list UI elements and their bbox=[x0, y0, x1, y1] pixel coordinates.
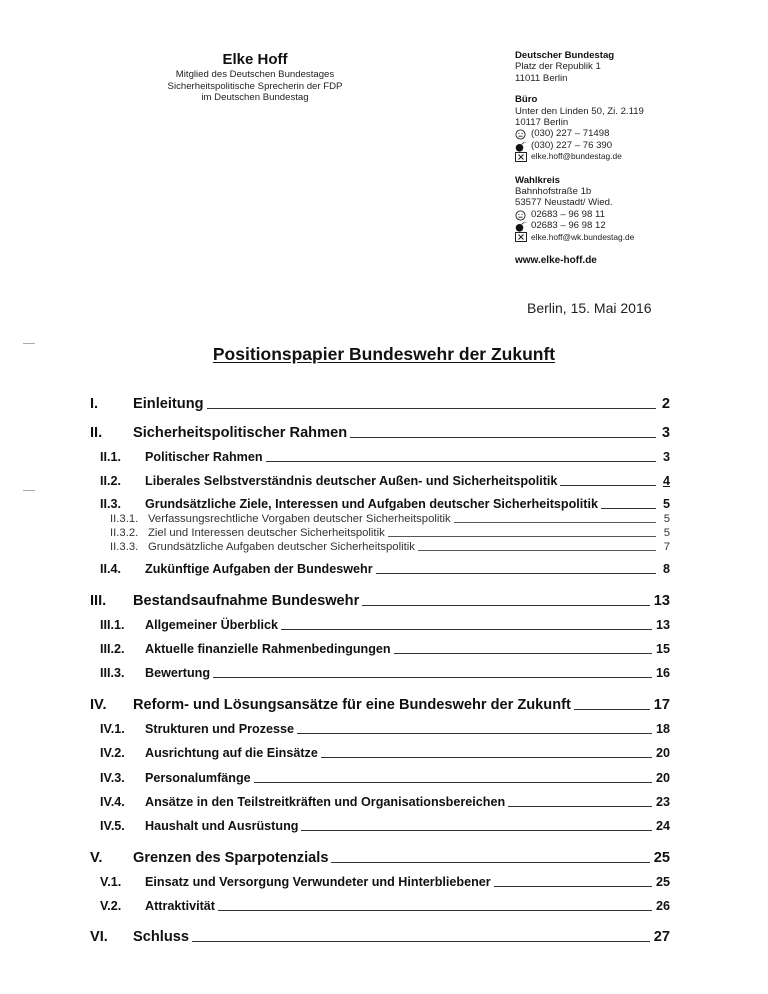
address-street: Bahnhofstraße 1b bbox=[515, 186, 592, 198]
toc-leader-line bbox=[560, 485, 656, 486]
toc-leader-line bbox=[454, 522, 656, 523]
toc-entry-number: IV. bbox=[90, 697, 107, 713]
toc-entry[interactable] bbox=[100, 474, 670, 488]
toc-entry-page[interactable]: 25 bbox=[653, 850, 670, 866]
smiley-phone-icon bbox=[515, 210, 527, 220]
toc-entry[interactable] bbox=[100, 875, 670, 889]
toc-entry-number: II.3.1. bbox=[110, 513, 139, 525]
address-city: 11011 Berlin bbox=[515, 72, 568, 84]
sender-role-line: Mitglied des Deutschen Bundestages bbox=[175, 69, 335, 80]
toc-entry-number: V.2. bbox=[100, 899, 122, 913]
email-line bbox=[515, 151, 715, 162]
toc-leader-line bbox=[297, 733, 652, 734]
fax-line bbox=[515, 140, 715, 151]
address-wahlkreis bbox=[515, 175, 715, 243]
toc-leader-line bbox=[376, 573, 656, 574]
toc-entry-page[interactable]: 17 bbox=[653, 697, 670, 713]
toc-entry-number: II.1. bbox=[100, 450, 121, 464]
toc-entry[interactable] bbox=[90, 850, 670, 866]
toc-leader-line bbox=[254, 782, 652, 783]
address-street: Platz der Republik 1 bbox=[515, 61, 601, 73]
toc-entry-label[interactable]: Bestandsaufnahme Bundeswehr bbox=[133, 593, 360, 609]
toc-entry-page[interactable]: 16 bbox=[655, 666, 670, 680]
email-line bbox=[515, 232, 715, 243]
toc-entry[interactable] bbox=[100, 562, 670, 576]
letterhead-contact bbox=[515, 50, 715, 267]
toc-entry-label[interactable]: Grundsätzliche Aufgaben deutscher Sicherheitspolitik bbox=[148, 541, 415, 553]
toc-entry[interactable] bbox=[100, 746, 670, 760]
address-city: 10117 Berlin bbox=[515, 117, 569, 129]
toc-leader-line bbox=[192, 941, 650, 942]
address-heading: Wahlkreis bbox=[515, 174, 560, 186]
toc-entry[interactable] bbox=[100, 618, 670, 632]
toc-entry-page[interactable]: 24 bbox=[655, 819, 670, 833]
x-box-mail-icon bbox=[515, 232, 527, 242]
toc-entry[interactable] bbox=[100, 899, 670, 913]
phone-number[interactable]: (030) 227 – 71498 bbox=[531, 128, 610, 140]
toc-entry-label[interactable]: Sicherheitspolitischer Rahmen bbox=[133, 425, 348, 441]
toc-entry-page[interactable]: 7 bbox=[663, 541, 670, 553]
fax-number: (030) 227 – 76 390 bbox=[531, 139, 613, 151]
toc-entry-label[interactable]: Zukünftige Aufgaben der Bundeswehr bbox=[145, 562, 373, 576]
toc-entry-number: II. bbox=[90, 425, 103, 441]
toc-entry-page[interactable]: 13 bbox=[653, 593, 670, 609]
toc-entry-number: V.1. bbox=[100, 875, 122, 889]
toc-entry-label[interactable]: Schluss bbox=[133, 929, 189, 945]
toc-entry-label[interactable]: Liberales Selbstverständnis deutscher Außen- und Sicherheitspolitik bbox=[145, 474, 558, 488]
document-title-text: Positionspapier Bundeswehr der Zukunft bbox=[212, 344, 556, 364]
toc-entry[interactable] bbox=[90, 425, 670, 441]
toc-entry-label[interactable]: Politischer Rahmen bbox=[145, 450, 263, 464]
toc-entry[interactable] bbox=[100, 450, 670, 464]
sender-name: Elke Hoff bbox=[222, 51, 288, 68]
fax-line bbox=[515, 220, 715, 231]
toc-leader-line bbox=[281, 629, 652, 630]
toc-entry-label[interactable]: Ansätze in den Teilstreitkräften und Organisationsbereichen bbox=[145, 795, 506, 809]
toc-entry-page[interactable]: 15 bbox=[655, 642, 670, 656]
toc-leader-line bbox=[350, 437, 656, 438]
toc-entry[interactable] bbox=[110, 527, 670, 539]
toc-entry-page[interactable]: 23 bbox=[655, 795, 670, 809]
email-address[interactable]: elke.hoff@bundestag.de bbox=[531, 151, 622, 162]
toc-entry-page[interactable]: 2 bbox=[661, 396, 670, 412]
toc-entry-label[interactable]: Ziel und Interessen deutscher Sicherheitspolitik bbox=[148, 527, 385, 539]
toc-entry[interactable] bbox=[100, 819, 670, 833]
address-heading: Deutscher Bundestag bbox=[515, 50, 615, 61]
toc-leader-line bbox=[418, 550, 656, 551]
letterhead-sender bbox=[150, 51, 360, 104]
address-city: 53577 Neustadt/ Wied. bbox=[515, 197, 613, 209]
toc-leader-line bbox=[394, 653, 652, 654]
toc-entry-number: II.3.3. bbox=[110, 541, 139, 553]
toc-leader-line bbox=[301, 830, 652, 831]
smiley-phone-icon bbox=[515, 129, 527, 139]
toc-entry-number: IV.1. bbox=[100, 722, 125, 736]
email-address[interactable]: elke.hoff@wk.bundestag.de bbox=[531, 231, 635, 242]
bomb-fax-icon bbox=[515, 141, 527, 151]
toc-leader-line bbox=[213, 677, 652, 678]
toc-entry-page[interactable]: 27 bbox=[653, 929, 670, 945]
toc-entry-page[interactable]: 18 bbox=[655, 722, 670, 736]
toc-entry[interactable] bbox=[110, 541, 670, 553]
toc-entry-number: IV.4. bbox=[100, 795, 125, 809]
website-link[interactable]: www.elke-hoff.de bbox=[515, 255, 597, 267]
toc-entry[interactable] bbox=[100, 497, 670, 511]
fax-number: 02683 – 96 98 12 bbox=[531, 220, 606, 232]
x-box-mail-icon bbox=[515, 152, 527, 162]
toc-entry-page[interactable]: 5 bbox=[663, 527, 670, 539]
address-buero bbox=[515, 94, 715, 162]
address-street: Unter den Linden 50, Zi. 2.119 bbox=[515, 105, 644, 117]
toc-entry-page[interactable]: 3 bbox=[662, 450, 670, 464]
toc-leader-line bbox=[321, 757, 652, 758]
sender-role-line: im Deutschen Bundestag bbox=[201, 92, 309, 103]
phone-number[interactable]: 02683 – 96 98 11 bbox=[531, 208, 605, 220]
toc-entry-label[interactable]: Grundsätzliche Ziele, Interessen und Aufgaben deutscher Sicherheitspolitik bbox=[145, 497, 599, 511]
toc-entry-page[interactable]: 8 bbox=[662, 562, 670, 576]
toc-entry-number: VI. bbox=[90, 929, 108, 945]
toc-entry-number: III.1. bbox=[100, 618, 125, 632]
toc-leader-line bbox=[508, 806, 652, 807]
toc-entry-number: I. bbox=[90, 396, 99, 412]
toc-entry[interactable] bbox=[90, 697, 670, 713]
toc-entry-label[interactable]: Verfassungsrechtliche Vorgaben deutscher Sicherheitspolitik bbox=[148, 513, 451, 525]
toc-entry-label[interactable]: Reform- und Lösungsansätze für eine Bundeswehr der Zukunft bbox=[133, 697, 571, 713]
toc-entry[interactable] bbox=[110, 513, 670, 525]
document-date: Berlin, 15. Mai 2016 bbox=[527, 300, 652, 316]
toc-entry-label[interactable]: Haushalt und Ausrüstung bbox=[145, 819, 299, 833]
toc-entry-label[interactable]: Ausrichtung auf die Einsätze bbox=[145, 746, 318, 760]
toc-entry-label[interactable]: Einleitung bbox=[133, 396, 204, 412]
toc-entry-number: IV.2. bbox=[100, 746, 125, 760]
toc-entry-number: IV.3. bbox=[100, 771, 125, 785]
toc-entry-page[interactable]: 20 bbox=[655, 746, 670, 760]
phone-line bbox=[515, 209, 715, 220]
toc-entry[interactable] bbox=[100, 642, 670, 656]
toc-entry-page[interactable]: 26 bbox=[655, 899, 670, 913]
toc-entry-label[interactable]: Allgemeiner Überblick bbox=[145, 618, 278, 632]
toc-entry-number: II.4. bbox=[100, 562, 121, 576]
toc-leader-line bbox=[362, 605, 650, 606]
toc-entry-label[interactable]: Attraktivität bbox=[145, 899, 215, 913]
toc-entry[interactable] bbox=[100, 722, 670, 736]
toc-entry[interactable] bbox=[100, 666, 670, 680]
address-heading: Büro bbox=[515, 94, 538, 106]
toc-entry-number: IV.5. bbox=[100, 819, 125, 833]
toc-entry[interactable] bbox=[90, 396, 670, 412]
toc-entry-label[interactable]: Grenzen des Sparpotenzials bbox=[133, 850, 329, 866]
toc-entry-page[interactable]: 3 bbox=[661, 425, 670, 441]
toc-entry[interactable] bbox=[100, 795, 670, 809]
toc-entry-number: II.2. bbox=[100, 474, 121, 488]
toc-entry-number: V. bbox=[90, 850, 103, 866]
toc-entry-page[interactable]: 25 bbox=[655, 875, 670, 889]
bomb-fax-icon bbox=[515, 221, 527, 231]
toc-entry-label[interactable]: Strukturen und Prozesse bbox=[145, 722, 295, 736]
toc-leader-line bbox=[601, 508, 656, 509]
toc-entry-page[interactable]: 5 bbox=[663, 513, 670, 525]
toc-entry[interactable] bbox=[90, 593, 670, 609]
toc-entry-label[interactable]: Einsatz und Versorgung Verwundeter und Hinterbliebener bbox=[145, 875, 491, 889]
toc-entry-number: III. bbox=[90, 593, 107, 609]
toc-entry-page[interactable]: 20 bbox=[655, 771, 670, 785]
toc-leader-line bbox=[574, 709, 650, 710]
address-bundestag bbox=[515, 50, 715, 84]
toc-leader-line bbox=[494, 886, 652, 887]
phone-line bbox=[515, 128, 715, 139]
toc-leader-line bbox=[207, 408, 656, 409]
toc-entry-label[interactable]: Aktuelle finanzielle Rahmenbedingungen bbox=[145, 642, 391, 656]
toc-leader-line bbox=[266, 461, 656, 462]
toc-entry-page[interactable]: 4 bbox=[662, 474, 670, 488]
sender-role-line: Sicherheitspolitische Sprecherin der FDP bbox=[167, 80, 343, 92]
toc-leader-line bbox=[218, 910, 652, 911]
toc-entry[interactable] bbox=[100, 771, 670, 785]
toc-entry-label[interactable]: Personalumfänge bbox=[145, 771, 251, 785]
toc-entry-number: III.2. bbox=[100, 642, 125, 656]
toc-entry-number: II.3. bbox=[100, 497, 121, 511]
toc-entry-number: II.3.2. bbox=[110, 527, 139, 539]
toc-entry[interactable] bbox=[90, 929, 670, 945]
toc-entry-page[interactable]: 5 bbox=[662, 497, 670, 511]
fold-mark bbox=[23, 490, 35, 491]
toc-entry-number: III.3. bbox=[100, 666, 125, 680]
toc-leader-line bbox=[388, 536, 656, 537]
toc-entry-page[interactable]: 13 bbox=[655, 618, 670, 632]
toc-entry-label[interactable]: Bewertung bbox=[145, 666, 211, 680]
toc-leader-line bbox=[331, 862, 649, 863]
document-title bbox=[0, 344, 768, 365]
